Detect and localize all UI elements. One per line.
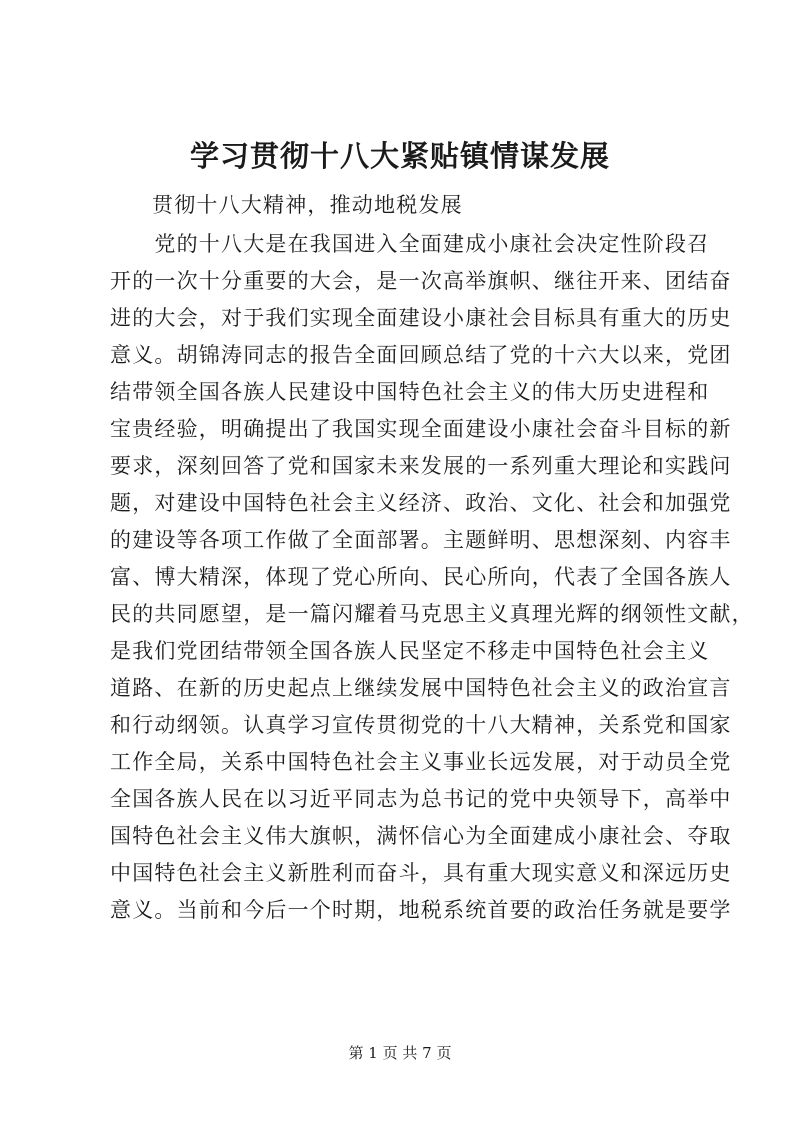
paragraph-line: 中国特色社会主义新胜利而奋斗，具有重大现实意义和深远历史 [110,861,732,885]
paragraph-line: 富、博大精深，体现了党心所向、民心所向，代表了全国各族人 [110,565,732,589]
paragraph-line: 工作全局，关系中国特色社会主义事业长远发展，对于动员全党 [110,750,732,774]
paragraph-line: 开的一次十分重要的大会，是一次高举旗帜、继往开来、团结奋 [110,269,732,293]
paragraph-line: 进的大会，对于我们实现全面建设小康社会目标具有重大的历史 [110,306,732,330]
paragraph-line: 是我们党团结带领全国各族人民坚定不移走中国特色社会主义 [110,639,710,663]
paragraph-line: 意义。胡锦涛同志的报告全面回顾总结了党的十六大以来，党团 [110,343,732,367]
paragraph-line: 全国各族人民在以习近平同志为总书记的党中央领导下，高举中 [110,787,732,811]
document-subtitle: 贯彻十八大精神，推动地税发展 [152,193,463,217]
paragraph-line: 结带领全国各族人民建设中国特色社会主义的伟大历史进程和 [110,380,710,404]
document-title: 学习贯彻十八大紧贴镇情谋发展 [189,139,610,173]
paragraph-line: 民的共同愿望，是一篇闪耀着马克思主义真理光辉的纲领性文献， [110,602,754,626]
paragraph-line: 党的十八大是在我国进入全面建成小康社会决定性阶段召 [110,232,710,256]
page-number-footer: 第 1 页 共 7 页 [348,1044,452,1062]
paragraph-line: 意义。当前和今后一个时期，地税系统首要的政治任务就是要学 [110,898,732,922]
paragraph-line: 题，对建设中国特色社会主义经济、政治、文化、社会和加强党 [110,491,732,515]
paragraph-line: 道路、在新的历史起点上继续发展中国特色社会主义的政治宣言 [110,676,732,700]
paragraph-line: 国特色社会主义伟大旗帜，满怀信心为全面建成小康社会、夺取 [110,824,732,848]
paragraph-line: 和行动纲领。认真学习宣传贯彻党的十八大精神，关系党和国家 [110,713,732,737]
paragraph-line: 要求，深刻回答了党和国家未来发展的一系列重大理论和实践问 [110,454,732,478]
paragraph-line: 宝贵经验，明确提出了我国实现全面建设小康社会奋斗目标的新 [110,417,732,441]
paragraph-line: 的建设等各项工作做了全面部署。主题鲜明、思想深刻、内容丰 [110,528,732,552]
